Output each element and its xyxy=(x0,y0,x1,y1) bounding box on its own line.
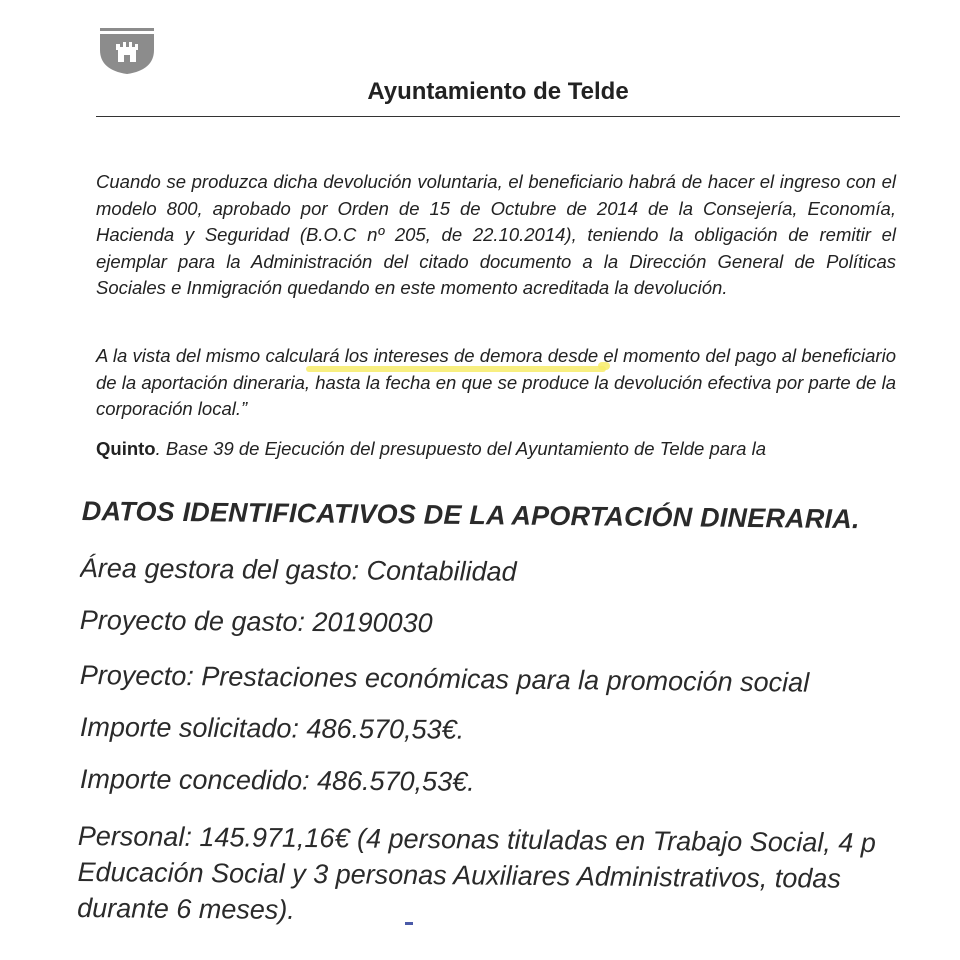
personal-line: Personal: 145.971,16€ (4 personas tituladas en Trabajo Social, 4 p xyxy=(77,820,876,858)
proyecto-gasto: Proyecto de gasto: 20190030 xyxy=(79,605,433,639)
area-gestora: Área gestora del gasto: Contabilidad xyxy=(79,553,517,587)
ink-speck xyxy=(405,922,413,925)
paragraph-intereses: A la vista del mismo calculará los intereses de demora desde el momento del pago al beneficiario de la aportación dineraria, hasta la fecha en que se produce la devolución efectiva por parte de la corporación local.” xyxy=(96,345,896,419)
paragraph-devolucion: Cuando se produzca dicha devolución voluntaria, el beneficiario habrá de hacer el ingreso con el modelo 800, aprobado por Orden de 15 de Octubre de 2014 de la Consejería, Economía, Hacienda y Seguridad (B.O.C nº 205, de 22.10.2014), teniendo la obligación de remitir el ejemplar para la Administración del citado documento a la Dirección General de Políticas Sociales e Inmigración quedando en este momento acreditada la devolución. xyxy=(96,171,896,298)
header-divider xyxy=(96,116,900,117)
personal-block xyxy=(77,818,930,935)
personal-line: durante 6 meses). xyxy=(77,892,295,925)
quinto-label: Quinto xyxy=(96,438,156,459)
telde-crest-icon xyxy=(100,28,154,74)
importe-solicitado: Importe solicitado: 486.570,53€. xyxy=(79,712,465,745)
importe-concedido: Importe concedido: 486.570,53€. xyxy=(79,764,475,797)
page-title: Ayuntamiento de Telde xyxy=(367,78,629,105)
quinto-text: . Base 39 de Ejecución del presupuesto del Ayuntamiento de Telde para la xyxy=(155,438,767,459)
paragraph-quinto xyxy=(96,436,896,463)
proyecto: Proyecto: Prestaciones económicas para la promoción social xyxy=(79,660,810,698)
section-title: DATOS IDENTIFICATIVOS DE LA APORTACIÓN DINERARIA. xyxy=(81,496,860,535)
personal-line: Educación Social y 3 personas Auxiliares Administrativos, todas xyxy=(77,856,842,894)
